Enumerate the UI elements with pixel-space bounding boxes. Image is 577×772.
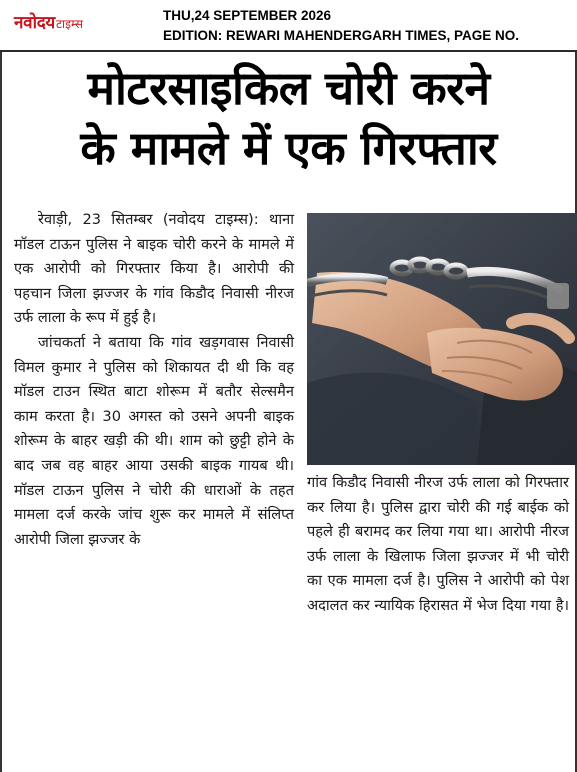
logo-primary-text: नवोदय	[14, 13, 55, 33]
newspaper-logo	[14, 10, 83, 32]
article-column-right	[307, 471, 569, 619]
paragraph-1: रेवाड़ी, 23 सितम्बर (नवोदय टाइम्स): थाना मॉडल टाऊन पुलिस ने बाइक चोरी करने के मामले में एक आरोपी को गिरफ्तार किया है। आरोपी की पहचान जिला झज्जर के गांव किडौद निवासी नीरज उर्फ लाला के रूप में हुई है।	[14, 211, 294, 327]
handcuffs-photo	[307, 213, 577, 465]
article-column-left	[14, 208, 294, 552]
headline-line-1: मोटरसाइकिल चोरी करने	[87, 61, 490, 115]
paragraph-3: गांव किडौद निवासी नीरज उर्फ लाला को गिरफ्तार कर लिया है। पुलिस द्वारा चोरी की गई बाईक को पहले ही बरामद कर लिया गया था। आरोपी नीरज उर्फ लाला के खिलाफ जिला झज्जर में भी चोरी का एक मामला दर्ज है। पुलिस ने आरोपी को पेश अदालत कर न्यायिक हिरासत में भेज दिया गया है।	[307, 474, 569, 614]
edition-line: EDITION: REWARI MAHENDERGARH TIMES, PAGE NO.	[163, 28, 520, 43]
article-headline	[0, 58, 577, 178]
paragraph-2: जांचकर्ता ने बताया कि गांव खड़गवास निवासी विमल कुमार ने पुलिस को शिकायत दी थी कि वह मॉडल टाउन स्थित बाटा शोरूम में बतौर सेल्समैन काम करता है। 30 अगस्त को उसने अपनी बाइक शोरूम के बाहर खड़ी की थी। शाम को छुट्टी होने के बाद जब वह बाहर आया उसकी बाइक गायब थी। मॉडल टाऊन पुलिस ने चोरी की धाराओं के तहत मामला दर्ज करके जांच शुरू कर मामले में संलिप्त आरोपी जिला झज्जर के	[14, 333, 294, 548]
date-line: THU,24 SEPTEMBER 2026	[163, 8, 332, 23]
handcuffed-hands-illustration	[307, 213, 577, 465]
logo-secondary-text: टाइम्स	[55, 17, 84, 31]
header-divider	[0, 50, 577, 52]
masthead	[0, 0, 577, 50]
headline-line-2: के मामले में एक गिरफ्तार	[80, 121, 497, 175]
edition-info	[163, 6, 575, 46]
